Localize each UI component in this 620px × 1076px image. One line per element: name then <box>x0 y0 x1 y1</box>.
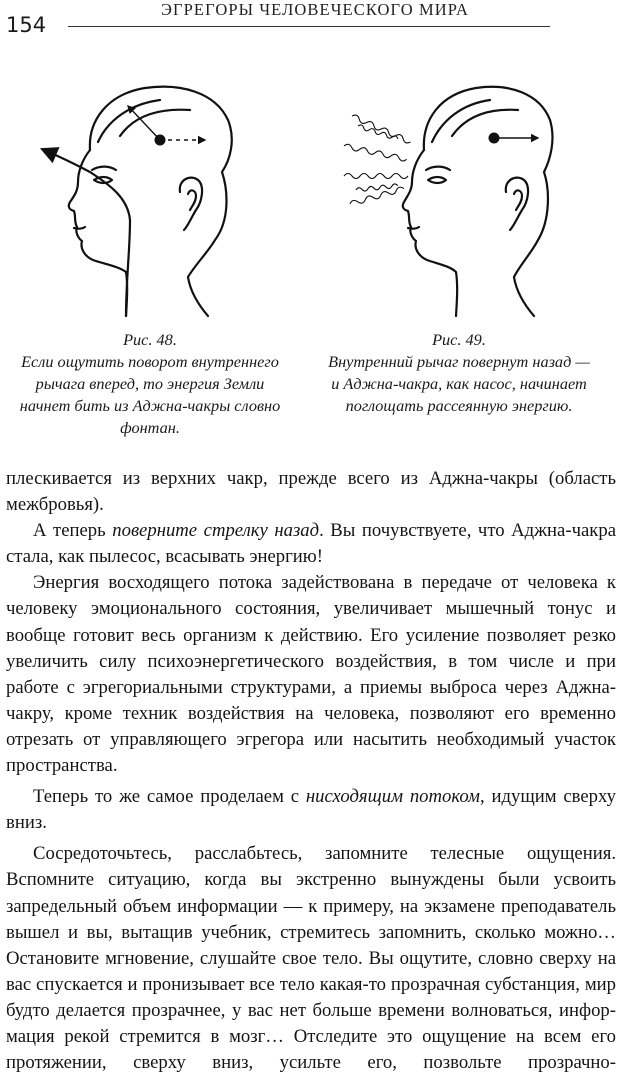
page-number: 154 <box>6 13 47 37</box>
figure-49-label: Рис. 49. <box>432 330 486 349</box>
figure-49-caption-text: Внутренний рычаг повернут назад — и Аджна-чакра, как насос, начинает поглощать рассеянную энергию. <box>328 352 590 415</box>
body-text <box>6 466 616 1076</box>
figure-48-caption-text: Если ощутить поворот внутреннего рычага вперед, то энергия Земли начнет бить из Аджна-чакры словно фонтан. <box>19 352 281 437</box>
figure-49-caption <box>324 329 594 417</box>
paragraph-2-end: . Вы почувствуете, что Аджна-чакра стала, как пылесос, всасывать энергию! <box>6 520 616 568</box>
paragraph-4-emphasis: нисходящим потоком <box>305 786 480 808</box>
paragraph-1: плескивается из верхних чакр, прежде всего из Аджна-чакры (область межбровья). <box>6 468 616 516</box>
paragraph-4-end: , идущим сверху вниз. <box>6 786 616 834</box>
paragraph-4 <box>6 784 616 836</box>
paragraph-5: Сосредоточьтесь, расслабьтесь, запомните телесные ощущения. Вспомните ситуацию, когда вы экстренно вынуждены были усвоить запредельный объем информации — к примеру, на экзамене преподаватель вышел и вы, вытащив учебник, стремитесь запомнить, сколько можно… Остановите мгновение, слушайте свое тело. Вы ощутите, словно сверху на вас спускается и пронизывает все тело какая-то прозрачная субстанция, мир будто делается прозрачнее, у вас нет больше времени волноваться, информация рекой стремится в мозг… Отследите это ощущение на всем его протяжении, сверху вниз, усильте его, позвольте прозрачно- <box>6 843 616 1074</box>
figure-48-label: Рис. 48. <box>123 330 177 349</box>
figure-49-illustration <box>338 80 568 320</box>
paragraph-3: Энергия восходящего потока задействована в передаче от человека к человеку эмоционального состояния, увеличивает мышечный тонус и вообще готовит весь организм к действию. Его усиление позволяет резко увеличить силу психоэнергетического воздействия, в том числе и при работе с эгрегориальными структурами, а приемы выброса через Аджна-чакру, кроме техник воздействия на человека, позволяют его временно отрезать от управляющего эгрегора или насытить необходимый участок пространства. <box>6 572 616 777</box>
figure-48-illustration <box>30 80 260 320</box>
paragraph-2-start: А теперь <box>33 520 113 542</box>
figure-48-caption <box>15 329 285 439</box>
paragraph-4-start: Теперь то же самое проделаем с <box>33 786 306 808</box>
header-rule <box>68 26 550 27</box>
paragraph-2 <box>6 518 616 570</box>
running-title: ЭГРЕГОРЫ ЧЕЛОВЕЧЕСКОГО МИРА <box>161 0 469 19</box>
paragraph-2-emphasis: поверните стрелку назад <box>112 520 320 542</box>
